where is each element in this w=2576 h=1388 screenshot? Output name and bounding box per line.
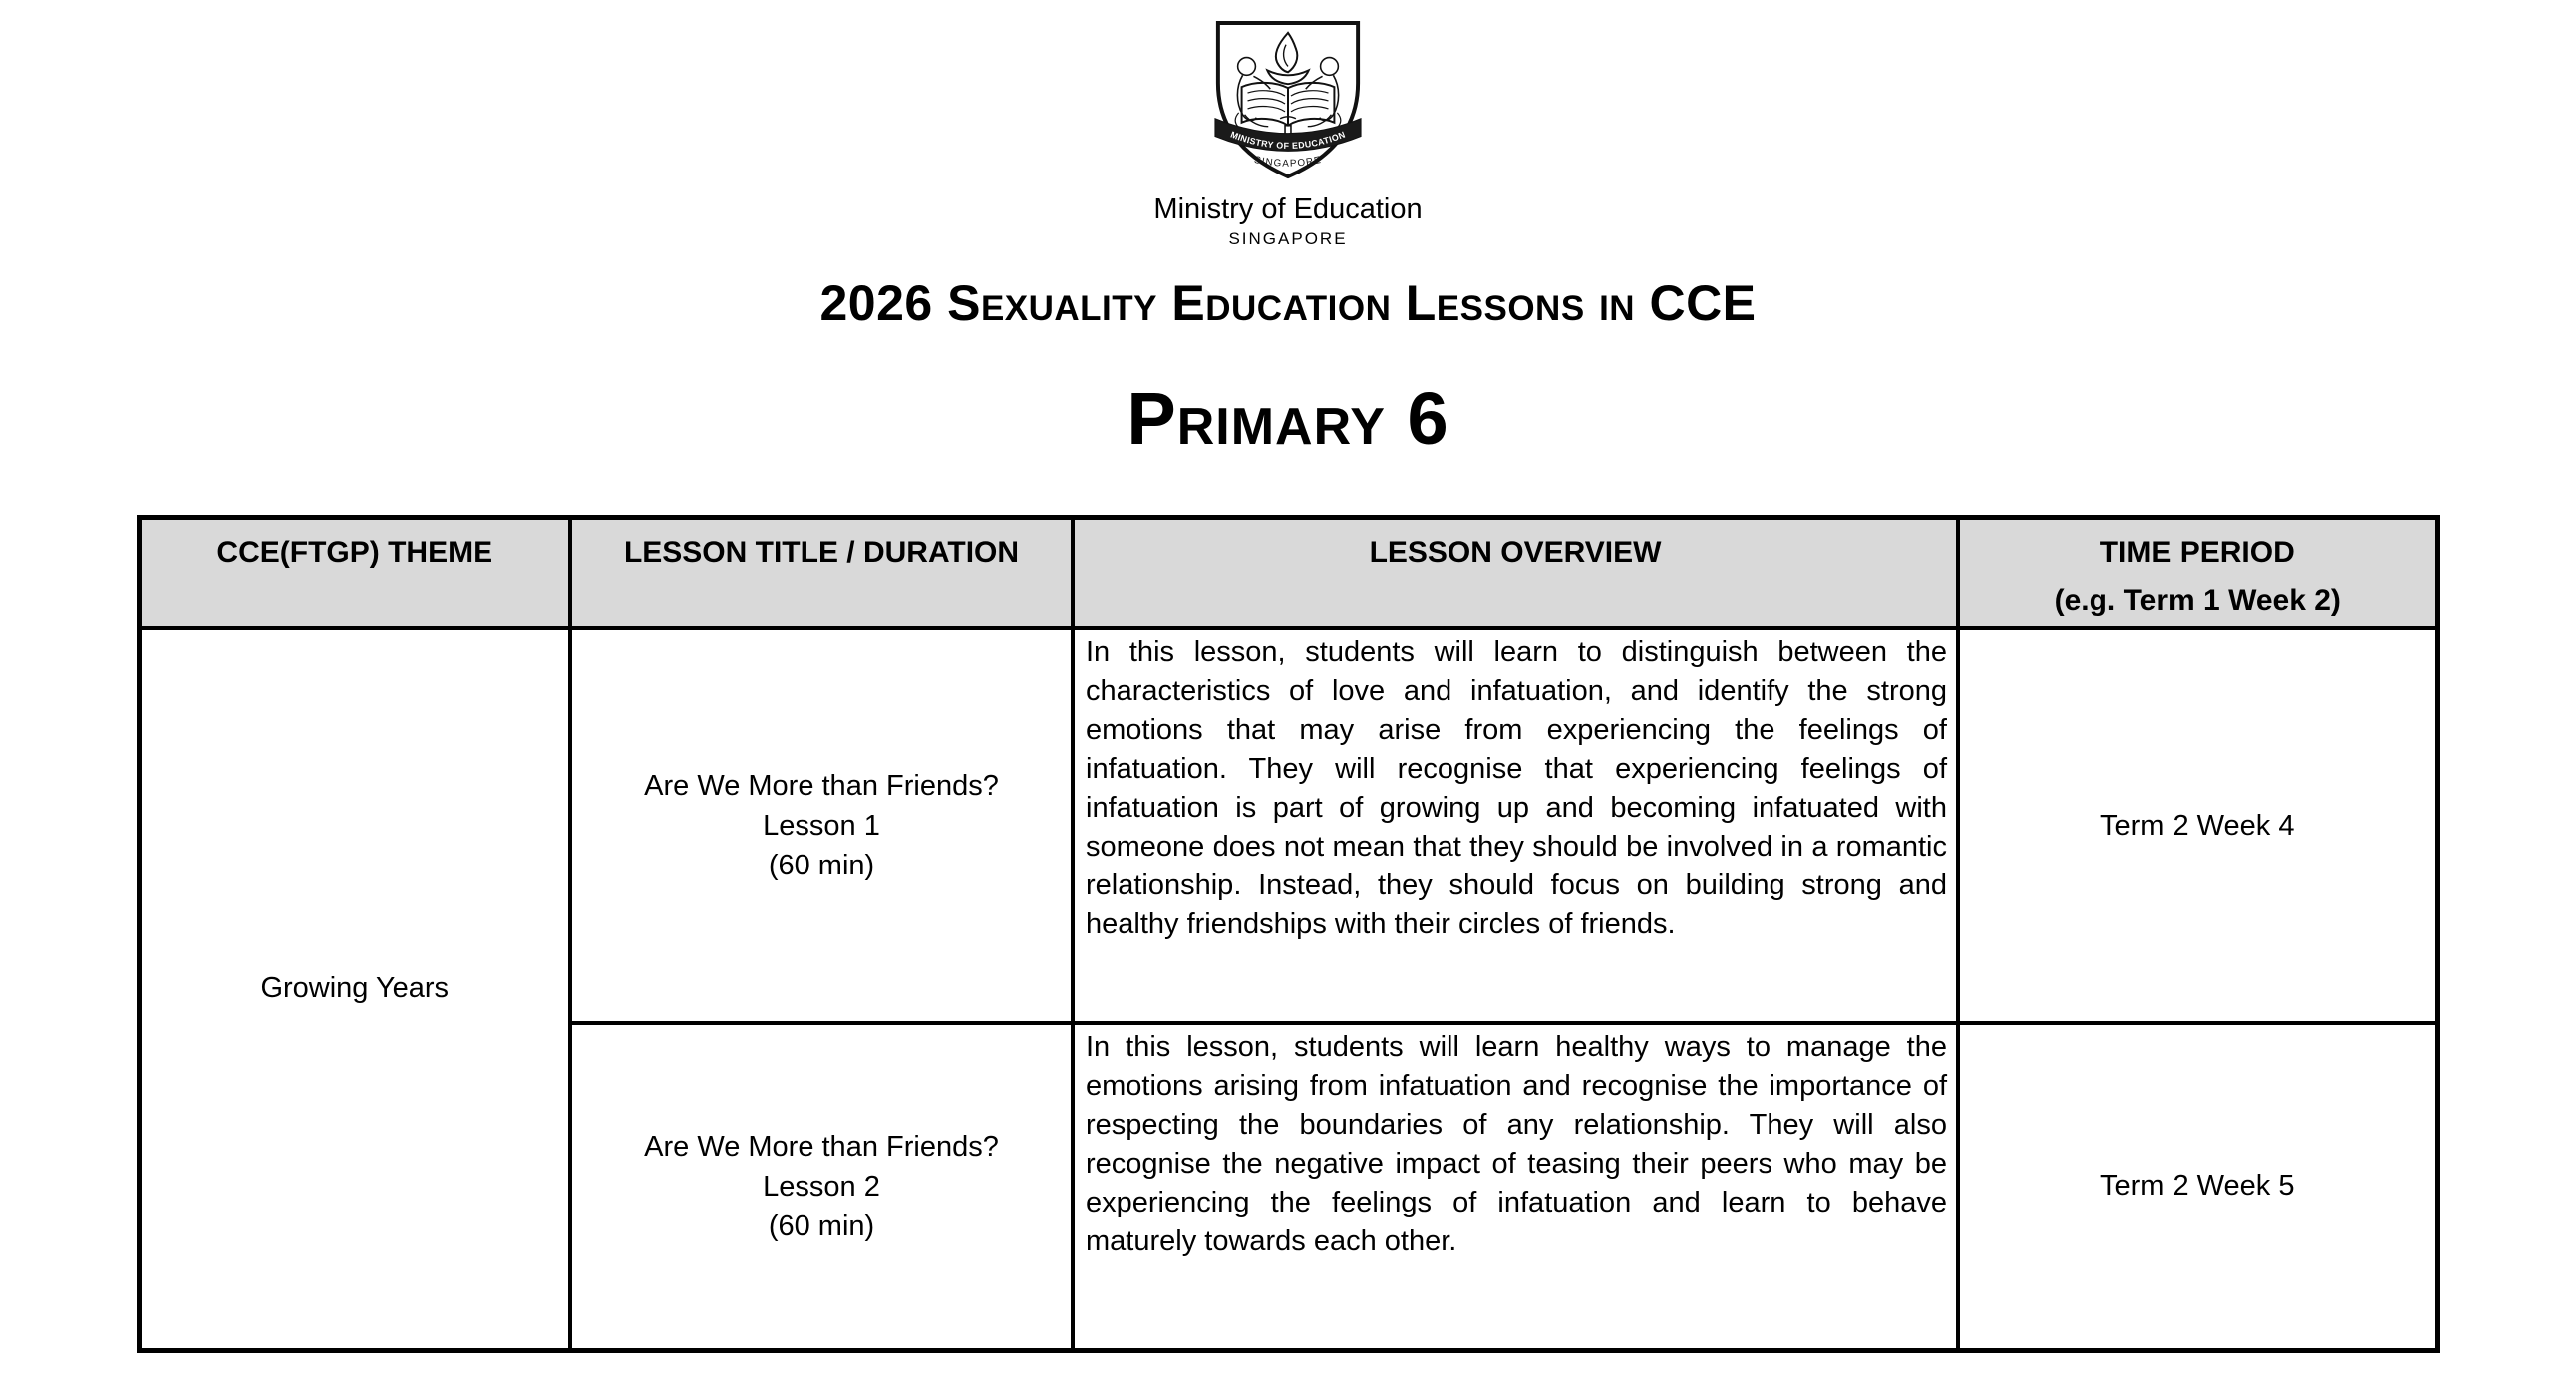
org-name: Ministry of Education [1153,193,1423,225]
lesson-number-line: Lesson 2 [763,1170,880,1203]
time-period-cell: Term 2 Week 4 [1958,628,2437,1023]
lesson-overview-cell: In this lesson, students will learn healthy ways to manage the emotions arising from infatuation and recognise the importance of respecting the boundaries of any relationship. They will also recognise the negative impact of teasing their peers who may be experiencing the feelings of infatuation and learn to behave maturely towards each other. [1073,1023,1958,1350]
col-header-time-period [1958,518,2437,629]
col-header-theme [139,518,570,629]
org-country: SINGAPORE [1228,229,1348,248]
time-period-cell: Term 2 Week 5 [1958,1023,2437,1350]
document-header [0,0,2576,459]
lesson-title-line: Are We More than Friends? [644,1130,999,1163]
col-header-overview-label: LESSON OVERVIEW [1369,536,1662,569]
lessons-table [137,515,2440,1353]
theme-cell: Growing Years [139,628,570,1350]
document-title: 2026 Sexuality Education Lessons in CCE [819,275,1757,331]
table-header-row [139,518,2437,629]
col-header-overview [1073,518,1958,629]
lesson-duration-line: (60 min) [768,1210,875,1242]
col-header-theme-label: CCE(FTGP) THEME [216,536,493,569]
lesson-number-line: Lesson 1 [763,810,880,842]
lesson-duration-line: (60 min) [768,850,875,881]
page-title: Primary 6 [1127,377,1449,460]
lesson-title-line: Are We More than Friends? [644,770,999,802]
crest-banner-text: MINISTRY OF EDUCATION [1228,129,1348,151]
col-header-time-period-sublabel: (e.g. Term 1 Week 2) [2054,584,2341,617]
moe-crest-icon [1209,16,1367,183]
lesson-overview-cell: In this lesson, students will learn to distinguish between the characteristics of love and infatuation, and identify the strong emotions that may arise from experiencing the feelings of infatuation. They will recognise that experiencing feelings of infatuation is part of growing up and becoming infatuated with someone does not mean that they should be involved in a romantic relationship. Instead, they should focus on building strong and healthy friendships with their circles of friends. [1073,628,1958,1023]
col-header-title-duration [570,518,1073,629]
col-header-title-duration-label: LESSON TITLE / DURATION [623,536,1020,569]
lesson-title-cell [570,1023,1073,1350]
lesson-title-cell [570,628,1073,1023]
table-row [139,628,2437,1023]
crest-country-text: SINGAPORE [1253,154,1323,170]
col-header-time-period-label: TIME PERIOD [2099,536,2295,569]
